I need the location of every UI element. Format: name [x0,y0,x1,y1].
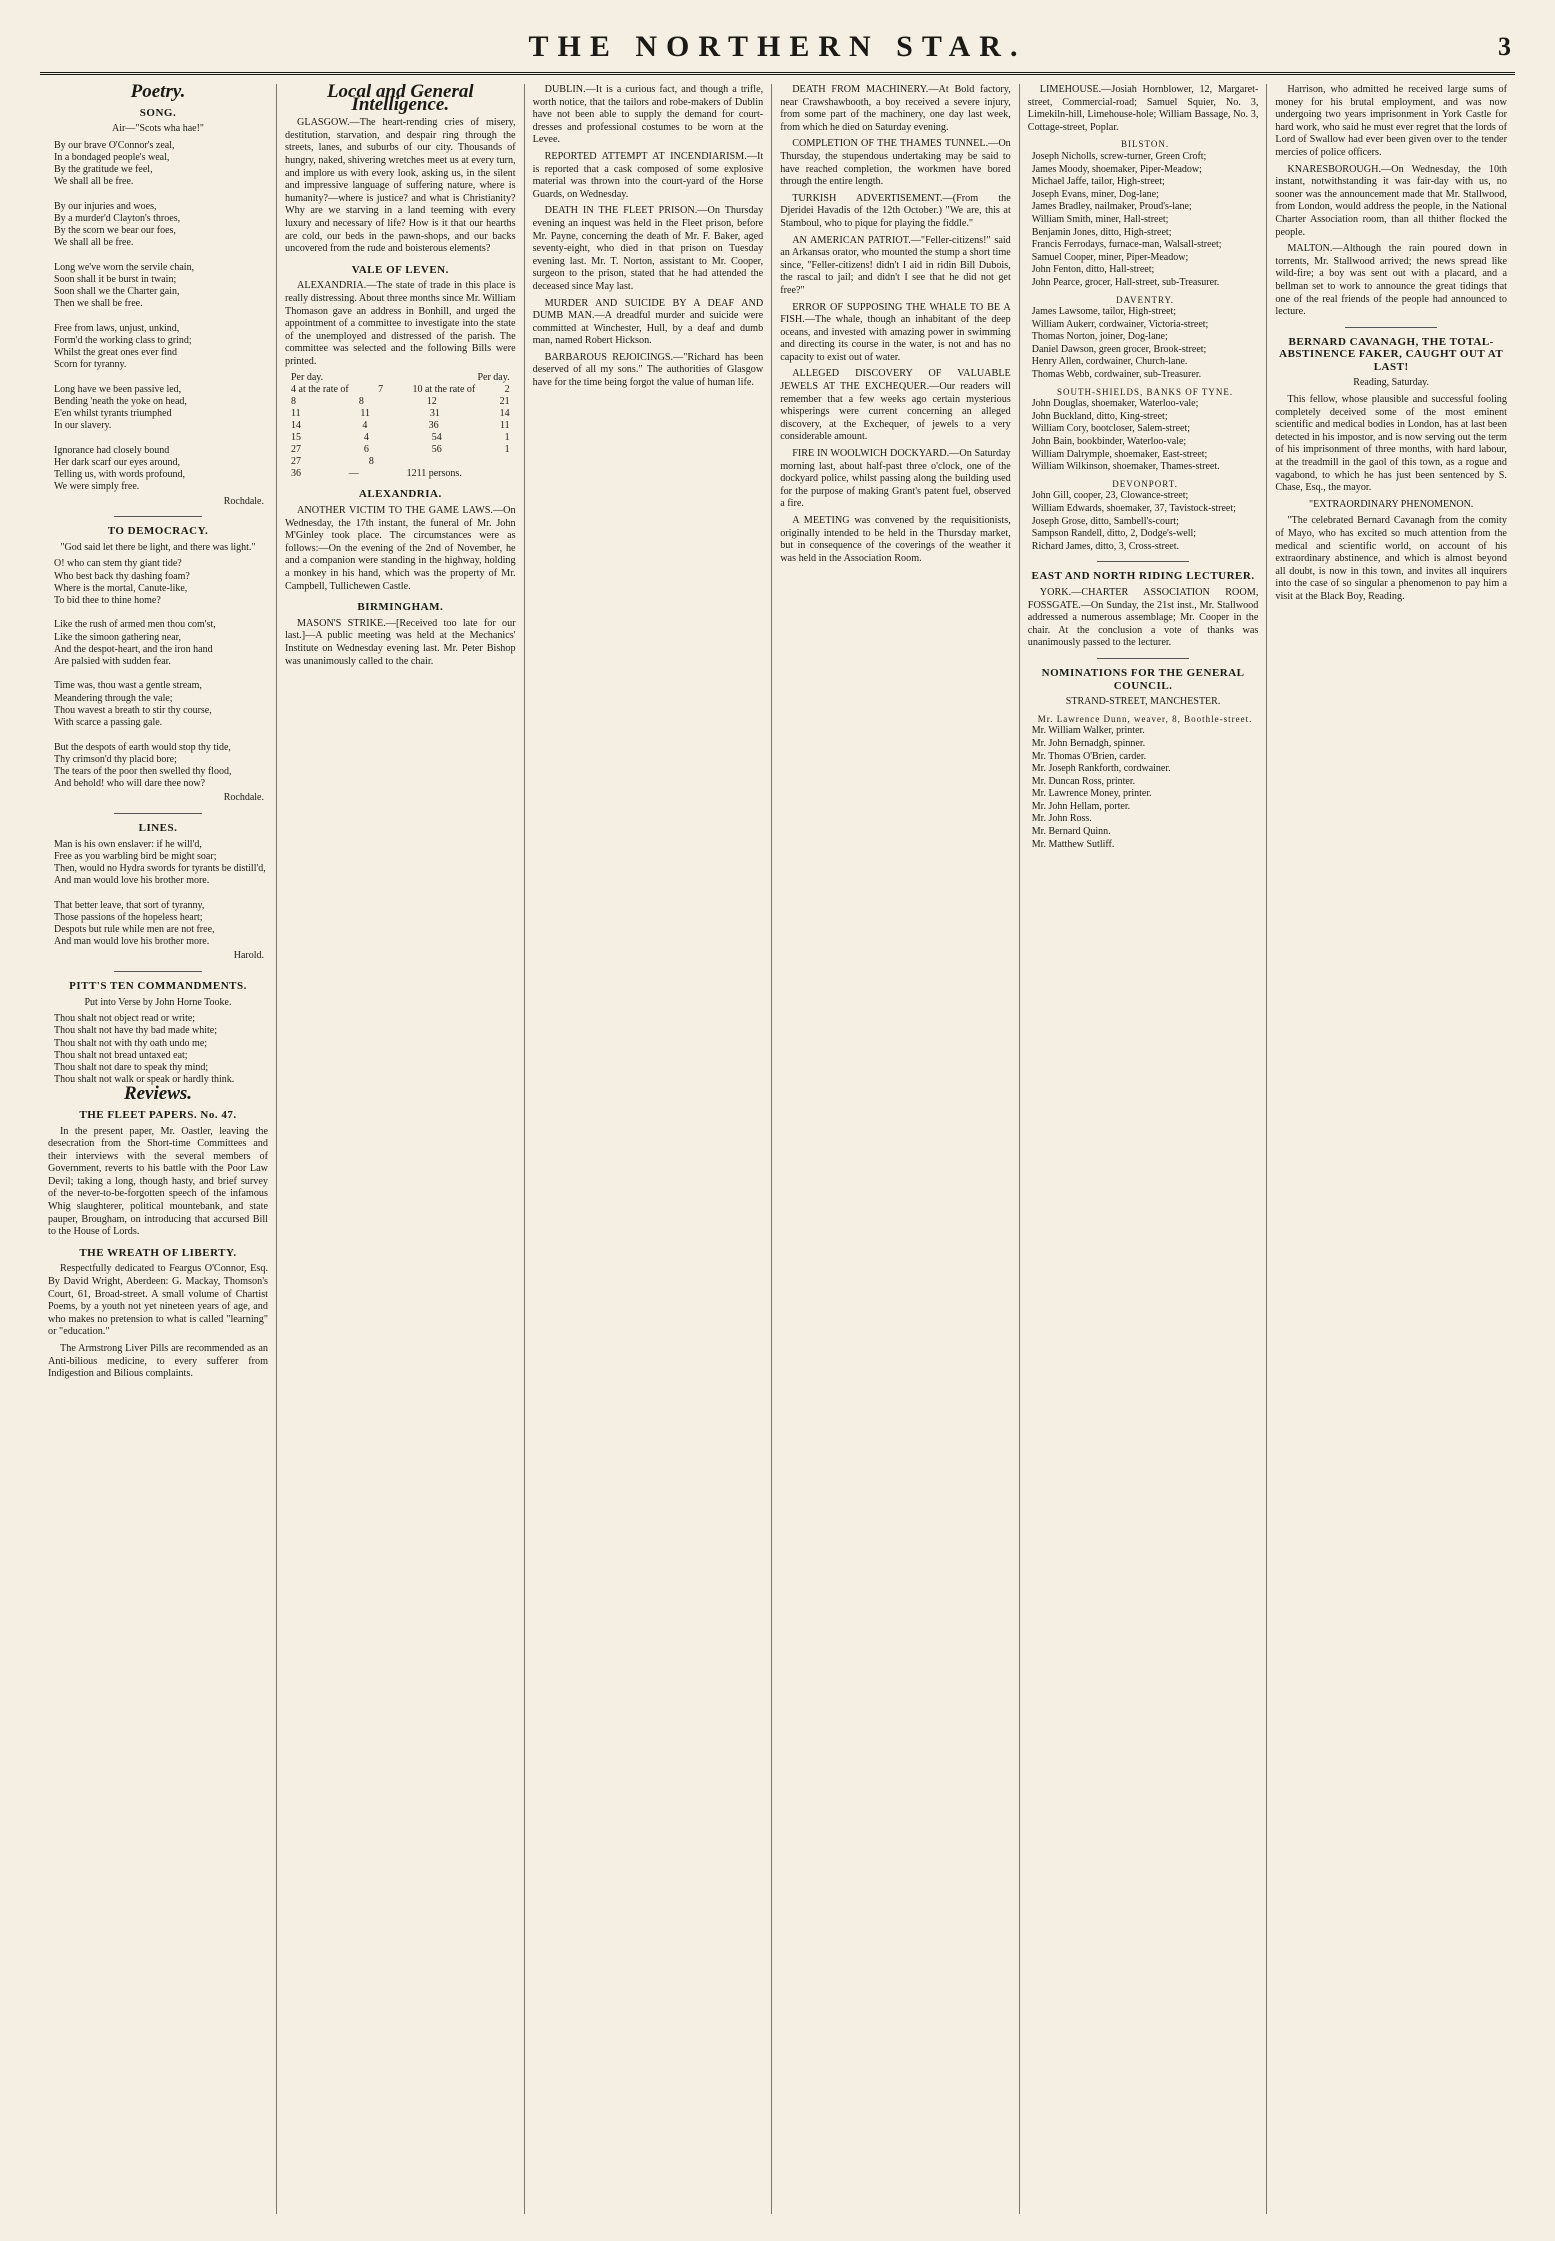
list-item: John Bain, bookbinder, Waterloo-vale; [1031,436,1187,448]
column-3 [525,84,773,2214]
column-2 [277,84,525,2214]
table-row [285,408,516,420]
list-item: Mr. Duncan Ross, printer. [1031,775,1136,787]
list-heading: SOUTH-SHIELDS, BANKS OF TYNE. [1057,386,1234,397]
table-cell: 4 at the rate of [291,384,349,396]
wreath-title: THE WREATH OF LIBERTY. [79,1246,237,1259]
poetry-heading: Poetry. [130,84,186,102]
list-item: John Pearce, grocer, Hall-street, sub-Treasurer. [1031,276,1220,288]
table-row [285,468,516,480]
column-1 [40,84,277,2214]
table-cell: 8 [291,396,296,408]
table-row [285,444,516,456]
malton-text: MALTON.—Although the rain poured down in torrents, Mr. Stallwood arrived; the news spread like wild-fire; a boy was sent out with a placard, and a bellman set to work to announce the great tidings that one of the real friends of the people had announced to lecture. [1275,243,1507,318]
rejoicings-text: BARBAROUS REJOICINGS.—"Richard has been deserved of all my sons." The authorities of Glasgow have for the time being forgot the value of human life. [532,351,764,389]
song-air: Air—"Scots wha hae!" [111,123,205,135]
nominations-title: NOMINATIONS FOR THE GENERAL COUNCIL. [1041,666,1245,692]
list-item: Michael Jaffe, tailor, High-street; [1031,176,1165,188]
list-item: Benjamin Jones, ditto, High-street; [1031,226,1172,238]
dublin-text: DUBLIN.—It is a curious fact, and though a trifle, worth notice, that the tailors and robe-makers of Dublin have not been able to supply the demand for court-dresses and professional costumes to be worn at the Levee. [532,84,764,146]
list-item: Thomas Webb, cordwainer, sub-Treasurer. [1031,369,1202,381]
list-item: Mr. John Hellam, porter. [1031,800,1131,812]
song-title: SONG. [139,106,177,119]
list-item: Mr. John Bernadgh, spinner. [1031,737,1146,749]
attempt-text: REPORTED ATTEMPT AT INCENDIARISM.—It is reported that a cask composed of some explosive material was thrown into the court-yard of the Horse Guards, on Wednesday. [532,150,764,200]
patriot-text: AN AMERICAN PATRIOT.—"Feller-citizens!" said an Arkansas orator, who mounted the stump a short time since, "Feller-citizens! didn't I aid in ridin Bill Dubois, the rascal to jail; and didn't I see that he did not get free?" [780,234,1011,296]
lines-signature: Harold. [233,950,264,962]
to-democracy-title: TO DEMOCRACY. [107,525,209,538]
limehouse-text: LIMEHOUSE.—Josiah Hornblower, 12, Margaret-street, Commercial-road; Samuel Squier, No. 3, Limekiln-hill, Limehouse-hole; William Bassage, No. 3, Cottage-street, Poplar. [1027,84,1259,133]
pitt-subtitle: Put into Verse by John Horne Tooke. [84,996,232,1008]
table-cell: 7 [378,384,384,396]
table-row [285,384,516,396]
bilston-list [1028,138,1259,289]
table-cell: 27 [291,444,301,456]
nominations-subtitle: STRAND-STREET, MANCHESTER. [1065,696,1221,708]
vale-title: VALE OF LEVEN. [351,263,449,276]
columns [40,84,1515,2214]
fleet-papers-title: THE FLEET PAPERS. No. 47. [79,1108,237,1121]
meeting-text: A MEETING was convened by the requisitionists, originally intended to be held in the Thursday market, but in consequence of the coverings of the weather it was held in the Association Room. [780,515,1011,564]
list-item: James Lawsome, tailor, High-street; [1031,306,1177,318]
table-row [285,420,516,432]
divider [1345,327,1438,328]
south-shields-list [1028,386,1259,474]
wreath-text: Respectfully dedicated to Feargus O'Connor, Esq. By David Wright, Aberdeen: G. Mackay, Thomson's Court, 61, Broad-street. A small volume of Chartist Poems, by a youth not yet nineteen years of age, and who makes no pretension to what is called "learning" or "education." [48,1263,268,1338]
list-heading: DEVONPORT. [1112,478,1178,489]
list-item: Richard James, ditto, 3, Cross-street. [1031,540,1179,552]
table-cell: 11 [499,420,510,432]
table-cell: 11 [360,408,371,420]
birmingham-title: BIRMINGHAM. [357,601,444,614]
fleet-papers-text: In the present paper, Mr. Oastler, leaving the desecration from the Short-time Committees and their interviews with the several members of Government, reverts to his battle with the Poor Law Devil; taking a long, though hasty, and brief survey of the never-to-be-forgotten speech of the infamous Whig slaughterer, political mountebank, and state pauper, Brougham, on introducing that accursed Bill to the House of Lords. [48,1125,268,1238]
table-cell: 36 [428,420,439,432]
table-cell: 36 [291,468,301,480]
list-heading: DAVENTRY. [1116,294,1175,305]
list-item: Francis Ferrodays, furnace-man, Walsall-street; [1031,239,1222,251]
vale-text: ALEXANDRIA.—The state of trade in this place is really distressing. About three months since Mr. William Thomason gave an address in Bonhill, and urged the appointment of a committee to investigate into the state of the unemployed and distressed of the parish. The committee was selected and the following Bills were printed. [285,280,516,367]
table-cell: 1 [504,432,510,444]
list-item: Mr. John Ross. [1031,813,1092,825]
table-header-right: Per day. [477,372,510,384]
to-democracy-epigraph: "God said let there be light, and there was light." [60,541,256,553]
reviews-heading: Reviews. [123,1083,193,1105]
to-democracy-text: O! who can stem thy giant tide? Who best back thy dashing foam? Where is the mortal, Canute-like, To bid thee to thine home? Like the rush of armed men thou com'st, Like the simoon gathering near, And the despot-heart, and the iron hand Are palsied with sudden fear. Time was, thou wast a gentle stream, Meandering through the vale; Thou wavest a breath to stir thy course, With scarce a passing gale. But the despots of earth would stop thy tide, Thy crimson'd thy placid bore; The tears of the poor then swelled thy flood, And behold! who will dare thee now? [54,558,232,790]
table-cell: 4 [362,420,368,432]
fleet-prison-text: DEATH IN THE FLEET PRISON.—On Thursday evening an inquest was held in the Fleet prison, before Mr. Payne, concerning the death of Mr. F. Baker, aged seventy-eight, who died in that prison on Tuesday evening last. Mr. T. Norton, assistant to Mr. Cooper, surgeon to the prison, stated that he had attended the deceased since May last. [532,205,764,292]
turkish-text: TURKISH ADVERTISEMENT.—(From the Djeridei Havadis of the 12th October.) "We are, this at Stamboul, who to pique for playing the fiddle." [780,192,1011,229]
list-heading: BILSTON. [1121,139,1170,150]
list-item: William Dalrymple, shoemaker, East-street; [1031,448,1208,460]
list-heading: Mr. Lawrence Dunn, weaver, 8, Boothle-street. [1037,713,1253,724]
machinery-text: DEATH FROM MACHINERY.—At Bold factory, near Crawshawbooth, a boy received a severe injury, from some part of the machinery, one day last week, from which he died on Saturday evening. [780,84,1011,133]
table-cell: 6 [363,444,369,456]
list-item: Mr. Lawrence Money, printer. [1031,788,1152,800]
list-item: John Fenton, ditto, Hall-street; [1031,264,1155,276]
local-heading: Local and General Intelligence. [326,84,474,115]
lines-text: Man is his own enslaver: if he will'd, Free as you warbling bird be might soar; Then, would no Hydra swords for tyrants be distill'd, And man would love his brother more. That better leave, that sort of tyranny, Those passions of the hopeless heart; Despots but rule while men are not free, And man would love his brother more. [54,838,266,948]
newspaper-title: THE NORTHERN STAR. [528,30,1027,63]
table-cell: 21 [499,396,510,408]
list-item: Daniel Dawson, green grocer, Brook-street; [1031,343,1207,355]
column-4 [772,84,1020,2214]
whale-text: ERROR OF SUPPOSING THE WHALE TO BE A FISH.—The whale, though an inhabitant of the deep oceans, and invested with amazing power in swimming and directing its course in the water, is not and has no capacity to exist out of water. [780,301,1011,363]
list-item: Mr. Matthew Sutliff. [1031,838,1115,850]
pills-advert: The Armstrong Liver Pills are recommended as an Anti-bilious medicine, to every sufferer from Indigestion and Bilious complaints. [48,1343,268,1380]
list-item: Mr. Thomas O'Brien, carder. [1031,750,1147,762]
lines-title: LINES. [138,821,178,834]
cavanagh-subtitle: Reading, Saturday. [1353,377,1430,389]
table-cell: 56 [431,444,442,456]
table-cell: 14 [499,408,510,420]
table-cell: 10 at the rate of [412,384,476,396]
list-item: William Wilkinson, shoemaker, Thames-street. [1031,461,1220,473]
pitt-title: PITT'S TEN COMMANDMENTS. [69,979,247,992]
table-cell: 14 [291,420,301,432]
divider [1097,658,1189,659]
table-cell: 54 [431,432,442,444]
table-cell: — [348,468,359,480]
list-item: James Moody, shoemaker, Piper-Meadow; [1031,163,1202,175]
daventry-list [1028,294,1259,382]
list-item: John Buckland, ditto, King-street; [1031,410,1168,422]
east-north-text: YORK.—CHARTER ASSOCIATION ROOM, FOSSGATE.—On Sunday, the 21st inst., Mr. Stallwood addressed a numerous assemblage; Mr. Cooper in the chair. At the conclusion a vote of thanks was unanimously passed to the lecturer. [1027,586,1259,649]
phenomenon-title: "EXTRAORDINARY PHENOMENON. [1309,498,1474,510]
list-item: John Douglas, shoemaker, Waterloo-vale; [1031,398,1199,410]
table-cell: 31 [429,408,440,420]
list-item: Sampson Randell, ditto, 2, Dodge's-well; [1031,528,1197,540]
masthead [40,28,1515,75]
east-north-title: EAST AND NORTH RIDING LECTURER. [1031,570,1255,583]
table-row [285,456,516,468]
harrison-text: Harrison, who admitted he received large sums of money for his brutal employment, and was now undergoing two years imprisonment in York Castle for hard work, who said he must ever regret that the lords of Lord of Swallow had ever been given over to the tender mercies of police officers. [1275,84,1507,158]
table-cell: 15 [291,432,301,444]
alexandria-title: ALEXANDRIA. [358,488,442,501]
table-cell: 12 [426,396,437,408]
glasgow-text: GLASGOW.—The heart-rending cries of misery, destitution, starvation, and despair ring through the streets, lanes, and suburbs of our city. Thousands of hungry, naked, shivering wretches meet us at every turn, and implore us with every look, asking us, in the silent and impressive language of suffering nature, where is humanity?—where is justice? and what is Christianity? Why are we starving in a land teeming with every luxury and necessary of life? How is it that our hearths are cold, our beds in the pawn-shops, and our backs uncovered from the rude and boisterous elements? [285,117,516,255]
pitt-text: Thou shalt not object read or write; Thou shalt not have thy bad made white; Thou shalt not with thy oath undo me; Thou shalt not bread untaxed eat; Thou shalt not dare to speak thy mind; Thou shalt not walk or speak or hardly think. [54,1013,235,1086]
table-header-left: Per day. [291,372,324,384]
list-item: Mr. Joseph Rankforth, cordwainer. [1031,763,1171,775]
divider [1097,561,1189,562]
column-6 [1267,84,1515,2214]
table-row [285,432,516,444]
song-text: By our brave O'Connor's zeal, In a bondaged people's weal, By the gratitude we feel, We shall all be free. By our injuries and woes, By a murder'd Clayton's throes, By the scorn we bear our foes, We shall all be free. Long we've worn the servile chain, Soon shall it be burst in twain; Soon shall we the Charter gain, Then we shall be free. Free from laws, unjust, unkind, Form'd the working class to grind; Whilst the great ones ever find Scorn for tyranny. Long have we been passive led, Bending 'neath the yoke on head, E'en whilst tyrants triumphed In our slavery. Ignorance had closely bound Her dark scarf our eyes around, Telling us, with words profound, We were simply free. [54,139,195,493]
list-item: John Gill, cooper, 23, Clowance-street; [1031,490,1189,502]
list-item: William Aukerr, cordwainer, Victoria-street; [1031,318,1209,330]
list-item: Samuel Cooper, miner, Piper-Meadow; [1031,251,1189,263]
manchester-list [1028,713,1259,852]
divider [114,971,202,972]
list-item: Henry Allen, cordwainer, Church-lane. [1031,356,1188,368]
list-item: William Cory, bootcloser, Salem-street; [1031,423,1191,435]
divider [114,813,202,814]
table-cell: 11 [291,408,301,420]
table-cell: 2 [504,384,510,396]
murder-text: MURDER AND SUICIDE BY A DEAF AND DUMB MAN.—A dreadful murder and suicide were committed at Winchester, Hull, by a deaf and dumb man, named Robert Hickson. [532,297,764,347]
table-rows [285,384,516,480]
list-item: James Bradley, nailmaker, Proud's-lane; [1031,201,1192,213]
tunnel-text: COMPLETION OF THE THAMES TUNNEL.—On Thursday, the stupendous undertaking may be said to have reached completion, the workmen have bored through the entire length. [780,138,1011,188]
cavanagh-text: This fellow, whose plausible and successful fooling completely deceived some of the most eminent scientific and medical bodies in London, has at last been detected in his impostor, and is now serving out the term of his imprisonment of three months, with hard labour, at the treadmill in the gaol of this town, as a rogue and vagabond, to which he has just been sentenced by S. Chase, Esq., the mayor. [1275,394,1507,494]
list-item: Thomas Norton, joiner, Dog-lane; [1031,331,1168,343]
table-cell: 27 [291,456,301,468]
page-number: 3 [1498,32,1511,61]
list-item: Mr. William Walker, printer. [1031,725,1145,737]
table-row [285,396,516,408]
dock-text: FIRE IN WOOLWICH DOCKYARD.—On Saturday morning last, about half-past three o'clock, one of the dockyard police, whilst passing along the building used for the purpose of making Grant's patent fuel, observed a fire. [780,448,1011,510]
list-item: William Smith, miner, Hall-street; [1031,213,1169,225]
divider [114,516,202,517]
column-5 [1020,84,1268,2214]
list-item: Joseph Grose, ditto, Sambell's-court; [1031,515,1179,527]
list-item: Mr. Bernard Quinn. [1031,826,1111,838]
list-item: Joseph Evans, miner, Dog-lane; [1031,188,1159,200]
to-democracy-signature: Rochdale. [223,792,264,804]
table-cell: 1211 persons. [406,468,462,480]
per-day-table [285,372,516,480]
list-item: William Edwards, shoemaker, 37, Tavistock-street; [1031,503,1236,514]
knaresborough-text: KNARESBOROUGH.—On Wednesday, the 10th instant, notwithstanding it was fair-day with us, no sooner was the announcement made that Mr. Stallwood, from London, would address the people, in the National Charter Association room, than all thither flocked the people. [1275,163,1507,238]
list-item: Joseph Nicholls, screw-turner, Green Croft; [1031,150,1207,162]
alleged-text: ALLEGED DISCOVERY OF VALUABLE JEWELS AT THE EXCHEQUER.—Our readers will remember that a few weeks ago certain mysterious whisperings were current concerning an alleged discovery, at the Exchequer, of jewels to a very considerable amount. [780,368,1011,443]
devonport-list [1028,478,1259,554]
table-cell: 8 [358,396,364,408]
birmingham-text: MASON'S STRIKE.—[Received too late for our last.]—A public meeting was held at the Mechanics' Institute on Wednesday evening last. Mr. Peter Bishop was unanimously called to the chair. [285,617,516,667]
table-cell: 4 [363,432,369,444]
song-signature: Rochdale. [223,495,264,507]
phenomenon-text: "The celebrated Bernard Cavanagh from the comity of Mayo, who has excited so much attention from the medical and scientific world, on account of his extraordinary abstinence, and which is almost beyond all doubt, is now in this town, and invites all inquirers into the case of so singular a phenomenon to pay him a visit at the Black Boy, Reading. [1275,515,1507,602]
cavanagh-title: BERNARD CAVANAGH, THE TOTAL-ABSTINENCE FAKER, CAUGHT OUT AT LAST! [1279,335,1504,373]
table-cell: 8 [368,456,374,468]
alexandria-text: ANOTHER VICTIM TO THE GAME LAWS.—On Wednesday, the 17th instant, the funeral of Mr. John M'Ginley took place. The circumstances were as follows:—On the evening of the 2nd of November, he and a companion were standing in the highway, holding a monkey in his hand, which was the property of Mr. Campbell, Tullichewen Castle. [285,505,516,592]
table-cell: 1 [504,444,510,456]
table-header [285,372,516,384]
